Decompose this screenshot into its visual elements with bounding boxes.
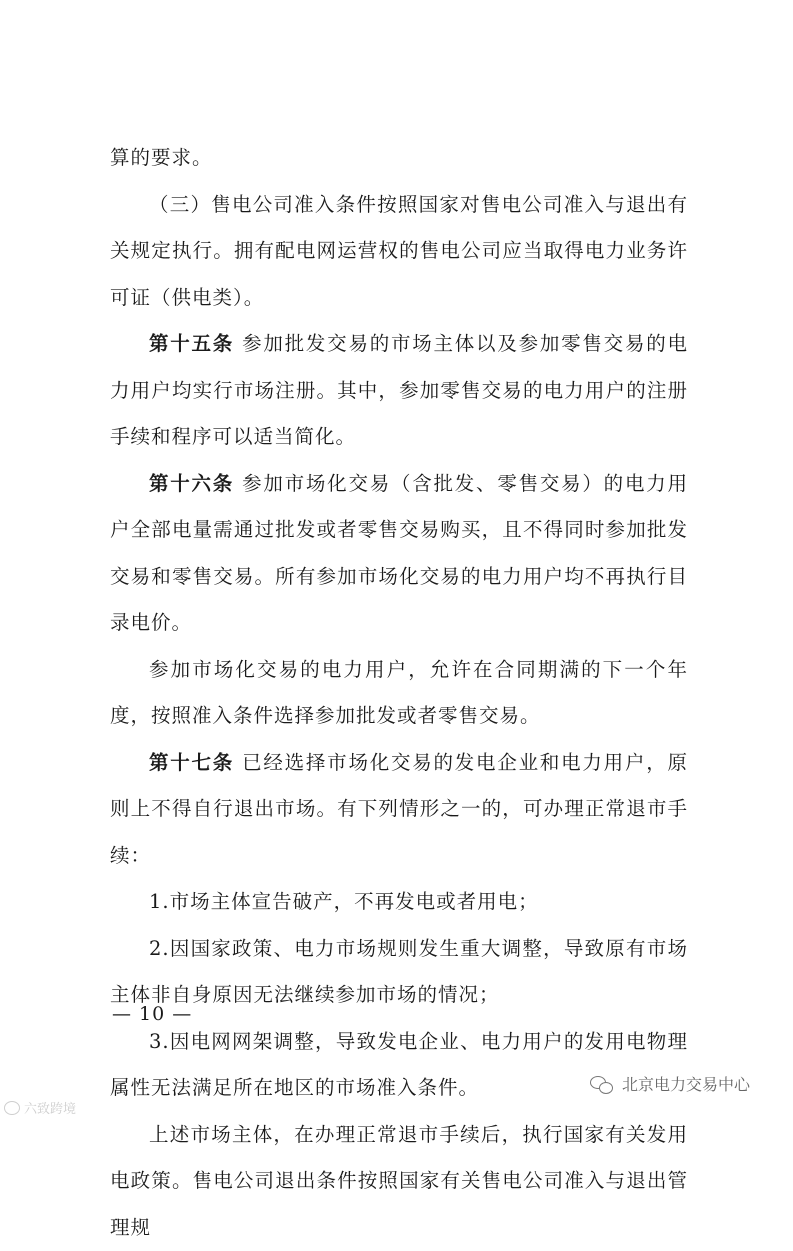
- paragraph: [110, 926, 688, 1019]
- wechat-icon: [590, 1075, 614, 1093]
- page-number: — 10 —: [112, 1003, 192, 1025]
- watermark-text: 六致跨境: [24, 1098, 76, 1117]
- article-number: 第十六条: [149, 472, 234, 495]
- watermark-corner: [4, 1098, 76, 1117]
- paragraph-text: 参加市场化交易的电力用户，允许在合同期满的下一个年度，按照准入条件选择参加批发或者零售交易。: [110, 658, 688, 728]
- paragraph: [110, 1112, 688, 1251]
- paragraph-text: （三）售电公司准入条件按照国家对售电公司准入与退出有关规定执行。拥有配电网运营权的售电公司应当取得电力业务许可证（供电类）。: [110, 193, 688, 309]
- paragraph-text: 参加市场化交易（含批发、零售交易）的电力用户全部电量需通过批发或者零售交易购买，且不得同时参加批发交易和零售交易。所有参加市场化交易的电力用户均不再执行目录电价。: [110, 472, 688, 635]
- watermark-text: 北京电力交易中心: [622, 1072, 750, 1095]
- paragraph: [110, 740, 688, 880]
- paragraph: [110, 321, 688, 461]
- paragraph: [110, 135, 688, 182]
- watermark-wechat: [590, 1072, 750, 1095]
- paragraph-text: 上述市场主体，在办理正常退市手续后，执行国家有关发用电政策。售电公司退出条件按照国家有关售电公司准入与退出管理规: [110, 1123, 688, 1239]
- paragraph-text: 1.市场主体宣告破产，不再发电或者用电；: [149, 890, 539, 913]
- paragraph-text: 3.因电网网架调整，导致发电企业、电力用户的发用电物理属性无法满足所在地区的市场准入条件。: [110, 1030, 688, 1100]
- paragraph-text: 算的要求。: [110, 146, 213, 169]
- article-number: 第十五条: [149, 332, 234, 355]
- article-number: 第十七条: [149, 751, 234, 774]
- paragraph: [110, 461, 688, 647]
- logo-icon: [4, 1101, 20, 1115]
- paragraph-text: 2.因国家政策、电力市场规则发生重大调整，导致原有市场主体非自身原因无法继续参加市场的情况；: [110, 937, 688, 1007]
- paragraph-text: 参加批发交易的市场主体以及参加零售交易的电力用户均实行市场注册。其中，参加零售交易的电力用户的注册手续和程序可以适当简化。: [110, 332, 688, 448]
- paragraph: [110, 647, 688, 740]
- paragraph: [110, 1019, 688, 1112]
- paragraph-text: 已经选择市场化交易的发电企业和电力用户，原则上不得自行退出市场。有下列情形之一的，可办理正常退市手续：: [110, 751, 688, 867]
- paragraph: [110, 182, 688, 322]
- paragraph: [110, 879, 688, 926]
